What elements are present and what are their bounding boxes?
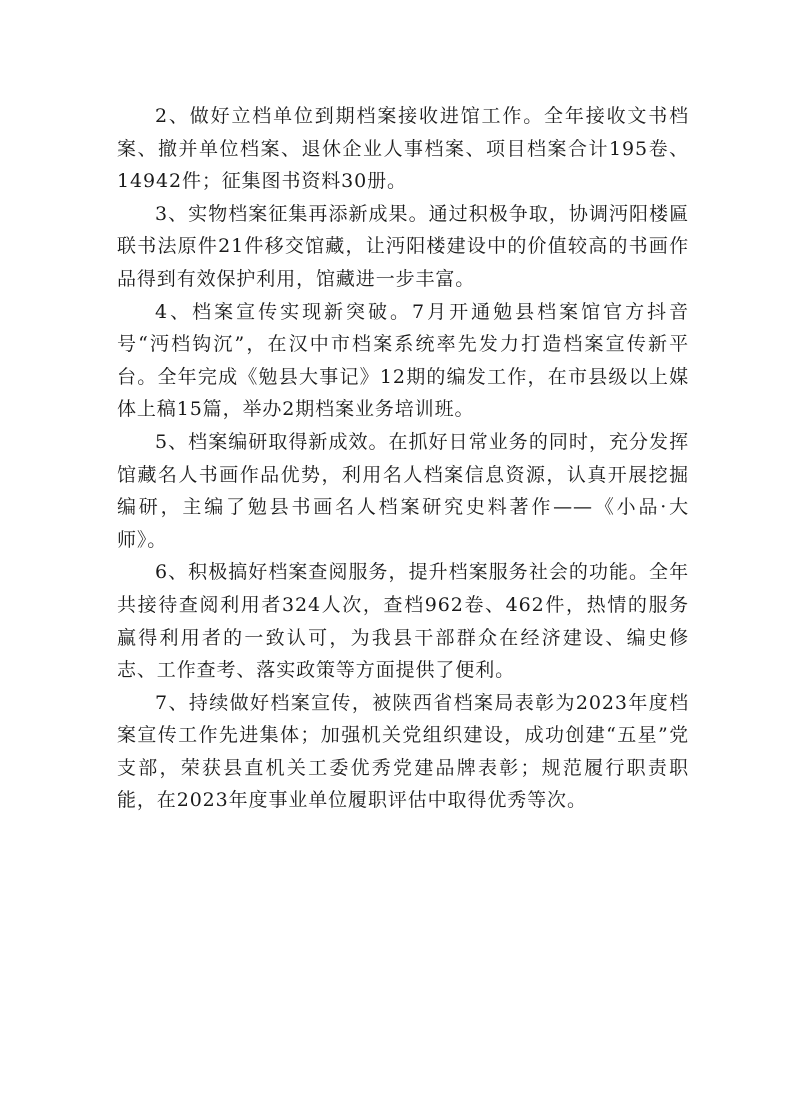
paragraph-item-3: 3、实物档案征集再添新成果。通过积极争取，协调沔阳楼匾联书法原件21件移交馆藏，让沔阳楼建设中的价值较高的书画作品得到有效保护利用，馆藏进一步丰富。 — [117, 202, 689, 290]
paragraph-item-5: 5、档案编研取得新成效。在抓好日常业务的同时，充分发挥馆藏名人书画作品优势，利用名人档案信息资源，认真开展挖掘编研，主编了勉县书画名人档案研究史料著作——《小品·大师》。 — [117, 430, 689, 551]
paragraph-item-6: 6、积极搞好档案查阅服务，提升档案服务社会的功能。全年共接待查阅利用者324人次，查档962卷、462件，热情的服务赢得利用者的一致认可，为我县干部群众在经济建设、编史修志、工作查考、落实政策等方面提供了便利。 — [117, 561, 689, 682]
paragraph-item-4: 4、档案宣传实现新突破。7月开通勉县档案馆官方抖音号“沔档钩沉”，在汉中市档案系统率先发力打造档案宣传新平台。全年完成《勉县大事记》12期的编发工作，在市县级以上媒体上稿15篇，举办2期档案业务培训班。 — [117, 300, 689, 421]
paragraph-item-7: 7、持续做好档案宣传，被陕西省档案局表彰为2023年度档案宣传工作先进集体；加强机关党组织建设，成功创建“五星”党支部，荣获县直机关工委优秀党建品牌表彰；规范履行职责职能，在2023年度事业单位履职评估中取得优秀等次。 — [117, 691, 689, 812]
paragraph-item-2: 2、做好立档单位到期档案接收进馆工作。全年接收文书档案、撤并单位档案、退休企业人事档案、项目档案合计195卷、14942件；征集图书资料30册。 — [117, 105, 689, 193]
document-body — [117, 100, 689, 817]
